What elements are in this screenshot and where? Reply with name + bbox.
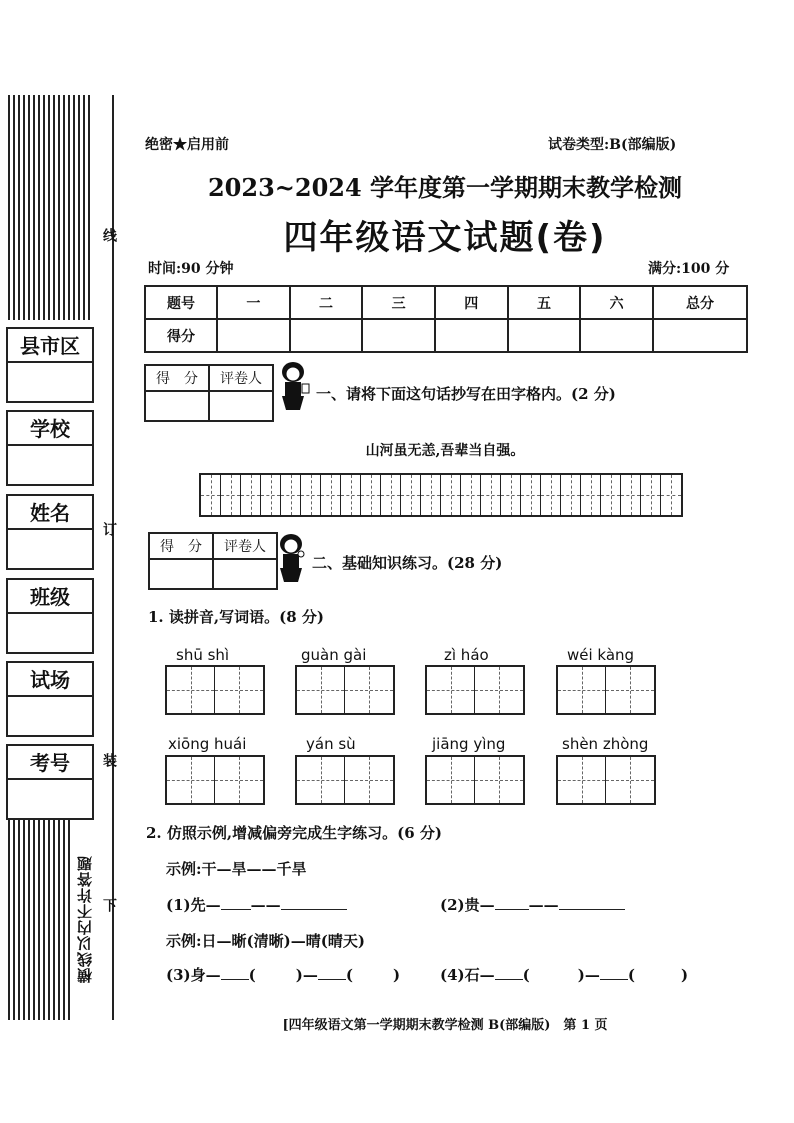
grid-cell[interactable]: [201, 475, 221, 515]
girl-thinking-icon: [274, 532, 308, 588]
field-box-name[interactable]: [6, 528, 94, 570]
word-answer-box[interactable]: [165, 755, 265, 805]
time-limit: 时间:90 分钟: [148, 261, 234, 277]
grid-cell[interactable]: [641, 475, 661, 515]
score-input-cell[interactable]: [580, 319, 653, 352]
word-cell[interactable]: [427, 667, 475, 713]
blank-input[interactable]: [600, 965, 628, 980]
paren-open: (: [627, 966, 635, 984]
score-table-cell: 五: [508, 286, 581, 319]
full-score: 满分:100 分: [648, 261, 730, 277]
blank-input[interactable]: [559, 895, 625, 910]
paren-open: (: [345, 966, 353, 984]
field-label-exam-no: 考号: [6, 744, 94, 780]
page-footer: [四年级语文第一学期期末教学检测 B(部编版) 第 1 页: [282, 1018, 608, 1033]
grid-cell[interactable]: [501, 475, 521, 515]
grid-cell[interactable]: [481, 475, 501, 515]
word-cell[interactable]: [167, 757, 215, 803]
grid-cell[interactable]: [401, 475, 421, 515]
score-input-cell[interactable]: [217, 319, 290, 352]
paren-open: (: [248, 966, 256, 984]
word-answer-box[interactable]: [425, 755, 525, 805]
word-cell[interactable]: [475, 757, 523, 803]
binding-char-zhuang: 装: [101, 753, 117, 767]
grid-cell[interactable]: [261, 475, 281, 515]
word-cell[interactable]: [606, 667, 654, 713]
pinyin-label: wéi kàng: [567, 646, 635, 664]
grid-cell[interactable]: [661, 475, 681, 515]
paren-close: ): [680, 966, 689, 984]
q2-item4: [440, 964, 688, 985]
field-label-name: 姓名: [6, 494, 94, 530]
paren-close: ): [392, 966, 401, 984]
pinyin-label: xiōng huái: [168, 735, 247, 753]
word-cell[interactable]: [345, 667, 393, 713]
word-cell[interactable]: [475, 667, 523, 713]
q1-heading: 1. 读拼音,写词语。(8 分): [148, 608, 324, 626]
pinyin-label: shū shì: [176, 646, 230, 664]
q2-item3: [166, 964, 400, 985]
q2-item4-label: (4)石—: [440, 966, 495, 984]
word-cell[interactable]: [167, 667, 215, 713]
field-box-county[interactable]: [6, 361, 94, 403]
exam-title: 2023~2024 学年度第一学期期末教学检测: [207, 173, 683, 202]
paren-close: ): [577, 966, 585, 984]
grid-cell[interactable]: [381, 475, 401, 515]
q2-example2: 示例:日—晰(清晰)—晴(晴天): [166, 932, 365, 950]
grid-cell[interactable]: [341, 475, 361, 515]
score-table-cell: 四: [435, 286, 508, 319]
score-table-cell: 总分: [653, 286, 747, 319]
word-cell[interactable]: [558, 757, 606, 803]
score-table-score-row: [145, 319, 747, 352]
word-cell[interactable]: [297, 757, 345, 803]
grader-reviewer-cell[interactable]: [209, 391, 273, 421]
blank-input[interactable]: [495, 895, 529, 910]
grid-cell[interactable]: [441, 475, 461, 515]
grid-cell[interactable]: [421, 475, 441, 515]
field-box-room[interactable]: [6, 695, 94, 737]
word-answer-box[interactable]: [556, 755, 656, 805]
word-cell[interactable]: [215, 667, 263, 713]
score-input-cell[interactable]: [290, 319, 363, 352]
binding-char-ding: 订: [101, 522, 117, 536]
score-input-cell[interactable]: [653, 319, 747, 352]
q2-item2-label: (2)贵—: [440, 896, 495, 914]
field-label-room: 试场: [6, 661, 94, 697]
dash-text: ——: [250, 896, 281, 914]
dash-text: —: [302, 966, 318, 984]
word-answer-box[interactable]: [295, 755, 395, 805]
grid-cell[interactable]: [621, 475, 641, 515]
binding-char-xian: 线: [101, 228, 117, 242]
score-table-header-row: [145, 286, 747, 319]
grid-cell[interactable]: [221, 475, 241, 515]
q2-item2: [440, 894, 625, 915]
grader-box-1: [144, 364, 274, 422]
pinyin-label: zì háo: [444, 646, 489, 664]
score-input-cell[interactable]: [508, 319, 581, 352]
grid-cell[interactable]: [281, 475, 301, 515]
q2-example1: 示例:干—旱——千旱: [166, 860, 307, 878]
pinyin-label: guàn gài: [301, 646, 367, 664]
pinyin-label: jiāng yìng: [432, 735, 506, 753]
girl-reading-icon: [276, 360, 310, 416]
word-cell[interactable]: [427, 757, 475, 803]
word-cell[interactable]: [215, 757, 263, 803]
section2-heading: 二、基础知识练习。(28 分): [312, 554, 503, 572]
binding-stripes-bottom: [8, 820, 120, 1020]
grid-cell[interactable]: [361, 475, 381, 515]
grid-cell[interactable]: [321, 475, 341, 515]
blank-input[interactable]: [281, 895, 347, 910]
paper-type: 试卷类型:B(部编版): [548, 137, 677, 153]
paren-open: (: [522, 966, 530, 984]
blank-input[interactable]: [495, 965, 523, 980]
q2-heading: 2. 仿照示例,增减偏旁完成生字练习。(6 分): [146, 824, 442, 842]
word-answer-box[interactable]: [165, 665, 265, 715]
blank-input[interactable]: [221, 965, 249, 980]
score-table-cell: 一: [217, 286, 290, 319]
blank-input[interactable]: [221, 895, 251, 910]
dash-text: ——: [528, 896, 559, 914]
score-table-cell: 二: [290, 286, 363, 319]
pinyin-label: shèn zhòng: [562, 735, 649, 753]
grader-score-label: 得 分: [149, 533, 213, 559]
field-label-school: 学校: [6, 410, 94, 446]
grid-cell[interactable]: [541, 475, 561, 515]
score-input-cell[interactable]: [435, 319, 508, 352]
tianzige-grid[interactable]: [199, 473, 683, 517]
score-table: [144, 285, 748, 353]
grid-cell[interactable]: [241, 475, 261, 515]
score-table-cell: 得分: [145, 319, 217, 352]
word-answer-box[interactable]: [556, 665, 656, 715]
word-cell[interactable]: [558, 667, 606, 713]
word-cell[interactable]: [606, 757, 654, 803]
blank-input[interactable]: [318, 965, 346, 980]
section1-heading: 一、请将下面这句话抄写在田字格内。(2 分): [316, 385, 616, 403]
word-answer-box[interactable]: [295, 665, 395, 715]
grid-cell[interactable]: [561, 475, 581, 515]
grader-box-2: [148, 532, 278, 590]
score-input-cell[interactable]: [362, 319, 435, 352]
dash-text: —: [584, 966, 600, 984]
grid-cell[interactable]: [521, 475, 541, 515]
q2-item3-label: (3)身—: [166, 966, 221, 984]
grader-score-cell[interactable]: [149, 559, 213, 589]
score-table-cell: 三: [362, 286, 435, 319]
grid-cell[interactable]: [601, 475, 621, 515]
field-box-school[interactable]: [6, 444, 94, 486]
pinyin-label: yán sù: [306, 735, 356, 753]
word-cell[interactable]: [345, 757, 393, 803]
grid-cell[interactable]: [461, 475, 481, 515]
grader-score-cell[interactable]: [145, 391, 209, 421]
word-answer-box[interactable]: [425, 665, 525, 715]
word-cell[interactable]: [297, 667, 345, 713]
exam-subtitle: 四年级语文试题(卷): [283, 218, 607, 258]
grid-cell[interactable]: [301, 475, 321, 515]
copy-sentence: 山河虽无恙,吾辈当自强。: [365, 443, 525, 459]
q2-item1-label: (1)先—: [166, 896, 221, 914]
grader-reviewer-cell[interactable]: [213, 559, 277, 589]
field-box-class[interactable]: [6, 612, 94, 654]
binding-warning: 横线以内不许答题: [76, 855, 94, 983]
grader-reviewer-label: 评卷人: [209, 365, 273, 391]
secret-label: 绝密★启用前: [145, 137, 229, 153]
grader-reviewer-label: 评卷人: [213, 533, 277, 559]
grid-cell[interactable]: [581, 475, 601, 515]
grader-score-label: 得 分: [145, 365, 209, 391]
field-box-exam-no[interactable]: [6, 778, 94, 820]
field-label-class: 班级: [6, 578, 94, 614]
paren-close: ): [295, 966, 303, 984]
binding-char-xia: 下: [101, 898, 117, 912]
score-table-cell: 六: [580, 286, 653, 319]
score-table-cell: 题号: [145, 286, 217, 319]
field-label-county: 县市区: [6, 327, 94, 363]
binding-stripes-top: [8, 95, 120, 320]
q2-item1: [166, 894, 347, 915]
